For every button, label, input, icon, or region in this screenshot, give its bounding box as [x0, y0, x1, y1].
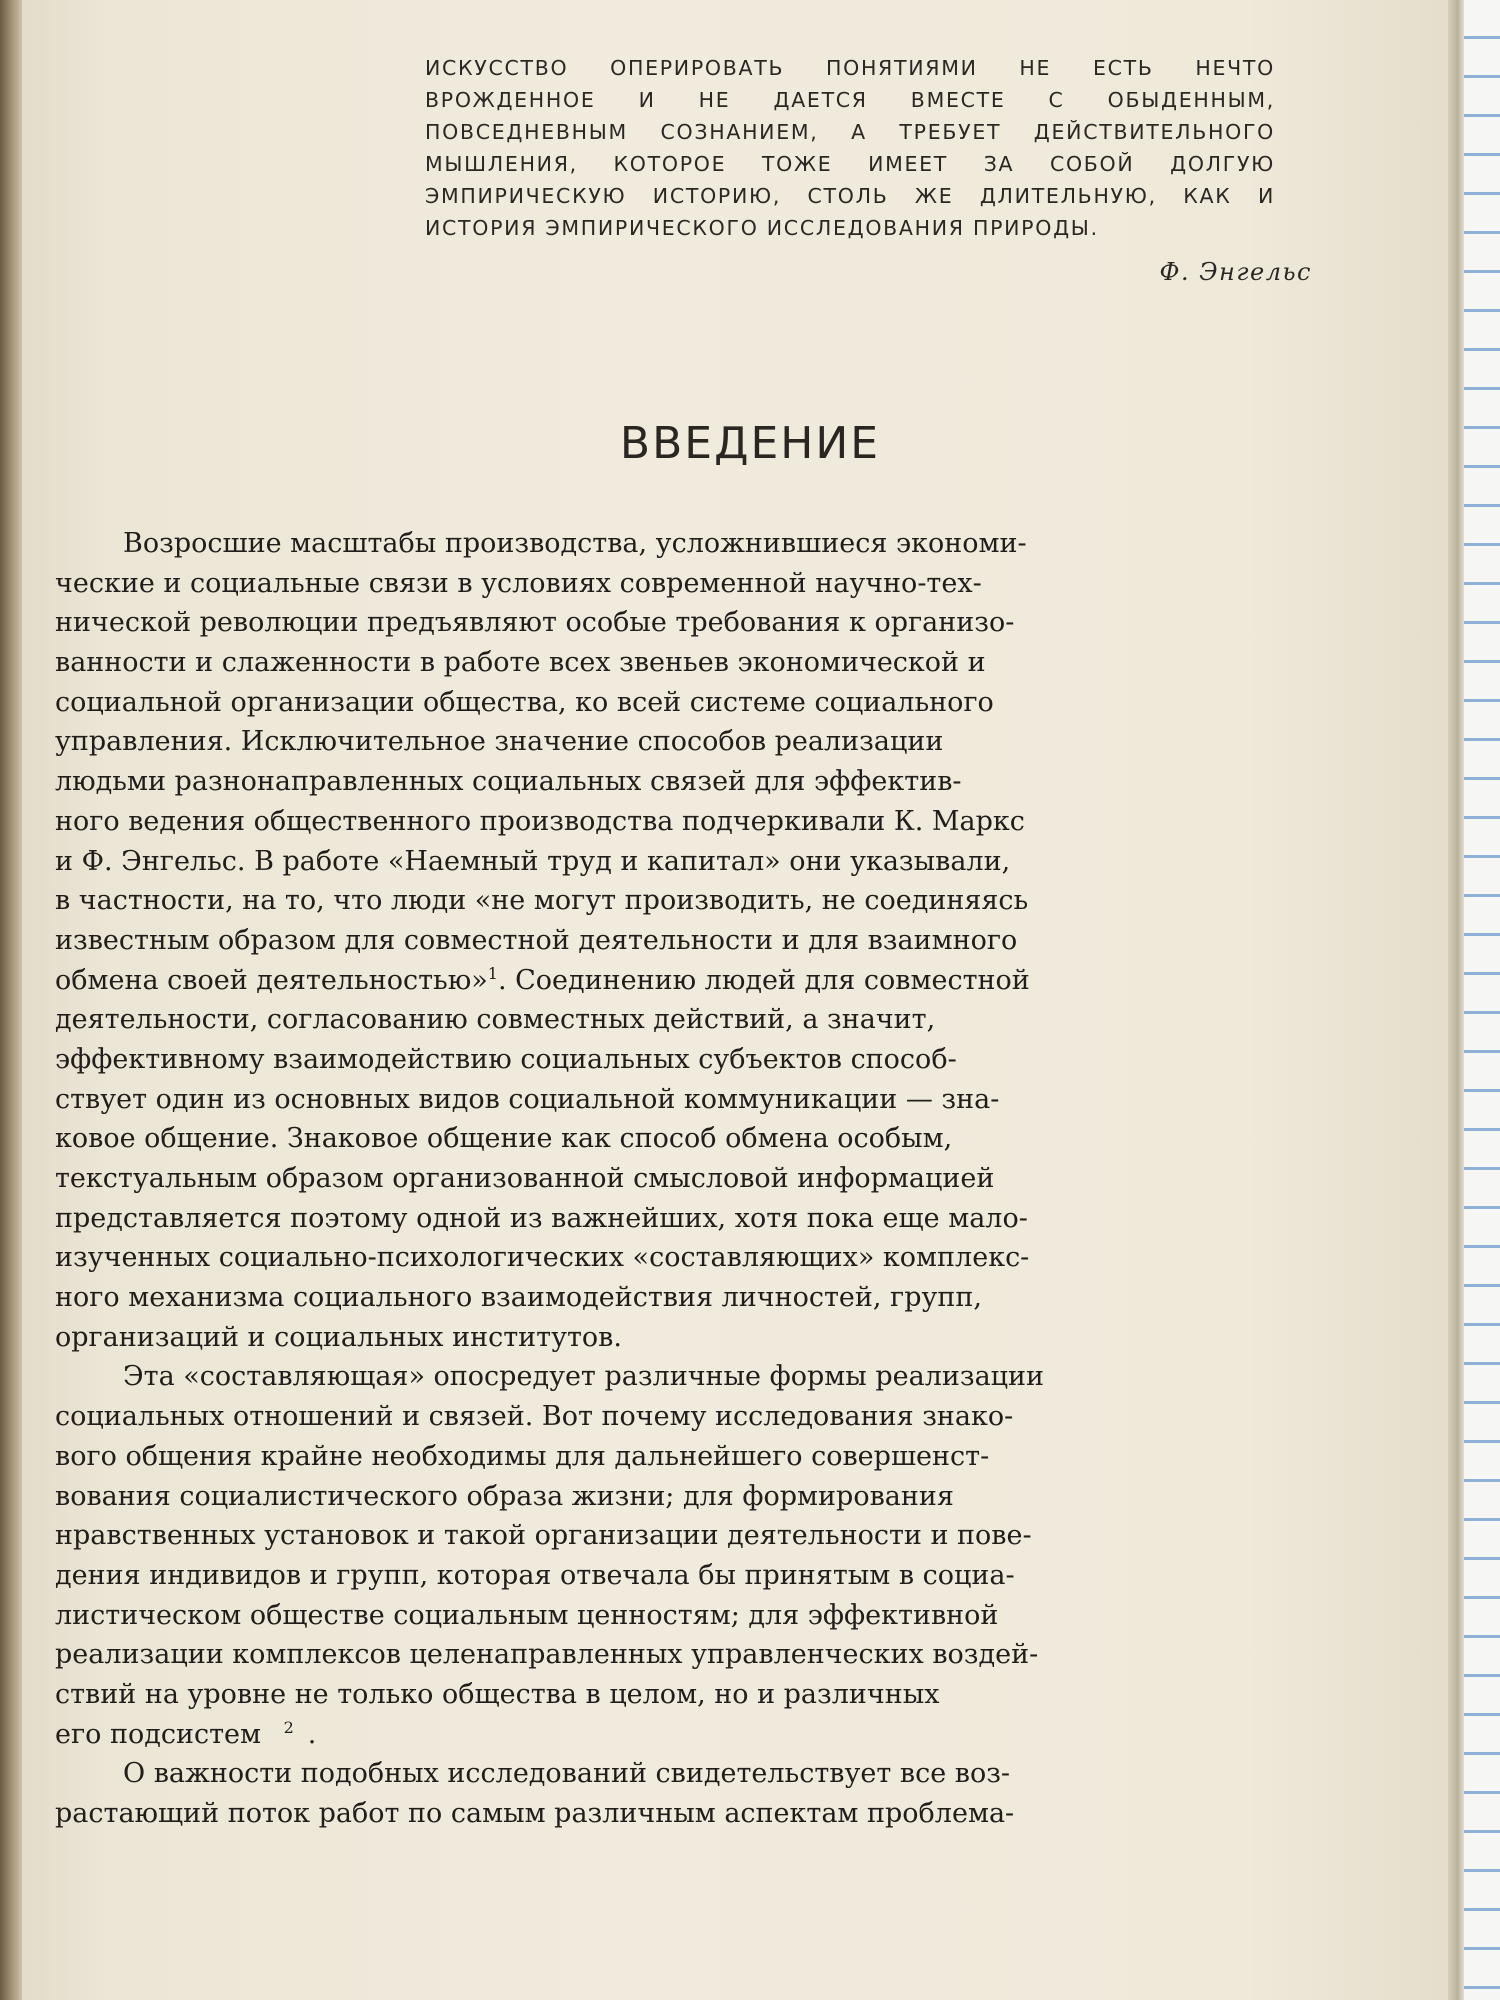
text-line: текстуальным образом организованной смысловой информацией	[55, 1163, 995, 1194]
epigraph-author: Ф. Энгельс	[1159, 258, 1312, 286]
chapter-heading: ВВЕДЕНИЕ	[619, 418, 881, 469]
text-line: изученных социально-психологических «составляющих» комплекс-	[55, 1242, 1030, 1274]
text-line: людьми разнонаправленных социальных связей для эффектив-	[55, 766, 962, 798]
text-line: деятельности, согласованию совместных действий, а значит,	[55, 1004, 936, 1036]
text-line: его подсистем $^2$ .	[55, 1717, 317, 1750]
text-line: Возросшие масштабы производства, усложнившиеся экономи-	[123, 528, 1027, 559]
text-line: управления. Исключительное значение способов реализации	[55, 726, 944, 758]
text-line: вования социалистического образа жизни; для формирования	[55, 1480, 954, 1512]
text-line: организаций и социальных институтов.	[55, 1321, 622, 1353]
text-line: Эта «составляющая» опосредует различные формы реализации	[123, 1361, 1045, 1393]
text-line: обмена своей деятельностью»$^1$. Соединению людей для совместной	[55, 963, 1030, 996]
text-line: эффективному взаимодействию социальных субъектов способ-	[55, 1043, 957, 1075]
text-line: дения индивидов и групп, которая отвечала бы принятым в социа-	[55, 1559, 1015, 1591]
text-line: в частности, на то, что люди «не могут производить, не соединяясь	[55, 885, 1029, 917]
text-line: социальных отношений и связей. Вот почему исследования знако-	[55, 1401, 1014, 1433]
text-line: растающий поток работ по самым различным аспектам проблема-	[55, 1798, 1015, 1829]
text-line: вого общения крайне необходимы для дальнейшего совершенст-	[55, 1440, 990, 1472]
text-line: ного механизма социального взаимодействия личностей, групп,	[55, 1282, 982, 1314]
text-line: ного ведения общественного производства подчеркивали К. Маркс	[55, 805, 1025, 837]
footnote-marker: 1	[487, 963, 498, 983]
text-line: и Ф. Энгельс. В работе «Наемный труд и капитал» они указывали,	[55, 845, 1011, 877]
epigraph-text: ИСКУССТВО ОПЕРИРОВАТЬ ПОНЯТИЯМИ НЕ ЕСТЬ НЕЧТО ВРОЖДЕННОЕ И НЕ ДАЕТСЯ ВМЕСТЕ С ОБЫДЕННЫМ, ПОВСЕДНЕВНЫМ СОЗНАНИЕМ, А ТРЕБУЕТ ДЕЙСТВИТЕЛЬНОГО МЫШЛЕНИЯ, КОТОРОЕ ТОЖЕ ИМЕЕТ ЗА СОБОЙ ДОЛГУЮ ЭМПИРИЧЕСКУЮ ИСТОРИЮ, СТОЛЬ ЖЕ ДЛИТЕЛЬНУЮ, КАК И ИСТОРИЯ ЭМПИРИЧЕСКОГО ИССЛЕДОВАНИЯ ПРИРОДЫ.	[425, 56, 1275, 240]
text-line: реализации комплексов целенаправленных управленческих воздей-	[55, 1639, 1039, 1671]
page-edge	[1448, 0, 1464, 2000]
text-line: ванности и слаженности в работе всех звеньев экономической и	[55, 647, 986, 679]
footnote-marker: 2	[283, 1717, 294, 1737]
text-line: ческие и социальные связи в условиях современной научно-тех-	[55, 567, 982, 599]
text-line: нравственных установок и такой организации деятельности и пове-	[55, 1520, 1032, 1552]
text-line: известным образом для совместной деятельности и для взаимного	[55, 924, 1018, 956]
text-line: социальной организации общества, ко всей системе социального	[55, 686, 994, 718]
text-line: ствует один из основных видов социальной коммуникации — зна-	[55, 1083, 1000, 1115]
text-line: представляется поэтому одной из важнейших, хотя пока еще мало-	[55, 1202, 1028, 1234]
text-line: листическом обществе социальным ценностям; для эффективной	[55, 1599, 999, 1631]
notebook-background	[1464, 0, 1500, 2000]
text-line: ковое общение. Знаковое общение как способ обмена особым,	[55, 1123, 953, 1155]
book-gutter	[0, 0, 22, 2000]
text-line: нической революции предъявляют особые требования к организо-	[55, 607, 1015, 639]
text-line: О важности подобных исследований свидетельствует все воз-	[123, 1758, 1011, 1790]
body-text	[55, 524, 1328, 1834]
text-line: ствий на уровне не только общества в целом, но и различных	[55, 1678, 940, 1710]
